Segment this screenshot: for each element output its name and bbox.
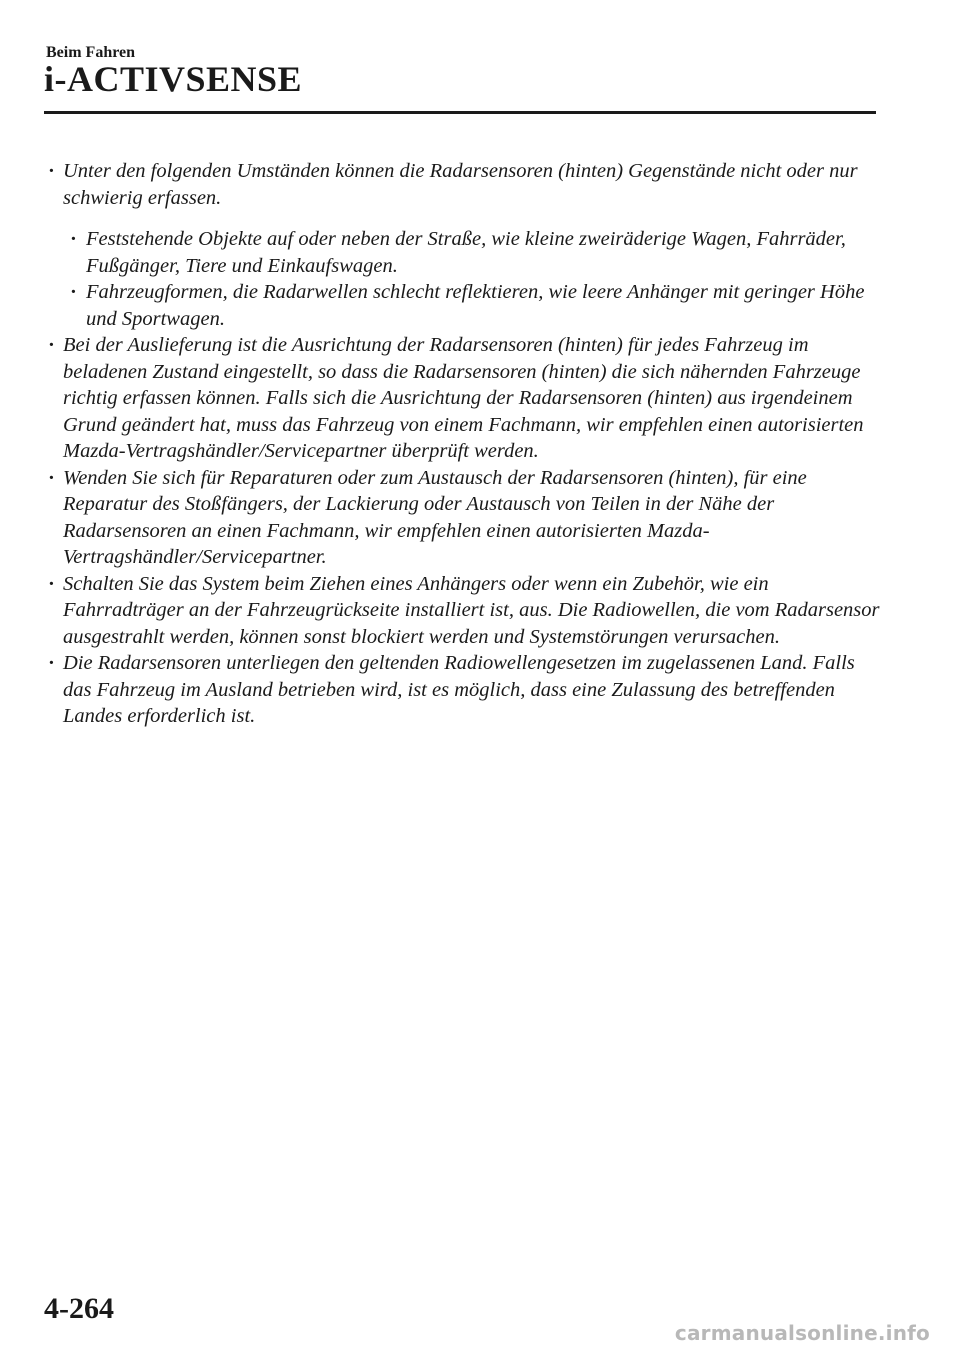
bullet-item: · Die Radarsensoren unterliegen den geltenden Radiowellengesetzen im zugelassenen Land. Falls das Fahrzeug im Ausland betrieben wird, ist es möglich, dass eine Zulassung des betreffenden Landes erforderlich ist. [48,650,880,730]
section-label: Beim Fahren [46,44,136,61]
sub-list [70,226,880,332]
watermark: carmanualsonline.info [674,1321,930,1345]
sub-bullet-item: · Feststehende Objekte auf oder neben der Straße, wie kleine zweiräderige Wagen, Fahrräder, Fußgänger, Tiere und Einkaufswagen. [70,226,880,279]
bullet-item: · Unter den folgenden Umständen können die Radarsensoren (hinten) Gegenstände nicht oder nur schwierig erfassen. [48,158,880,211]
page-title: i-ACTIVSENSE [44,59,303,99]
bullet-item: · Schalten Sie das System beim Ziehen eines Anhängers oder wenn ein Zubehör, wie ein Fahrradträger an der Fahrzeugrückseite installiert ist, aus. Die Radiowellen, die vom Radarsensor ausgestrahlt werden, können sonst blockiert werden und Systemstörungen verursachen. [48,571,880,651]
sub-bullet-item: · Fahrzeugformen, die Radarwellen schlecht reflektieren, wie leere Anhänger mit geringer Höhe und Sportwagen. [70,279,880,332]
bullet-item: · Wenden Sie sich für Reparaturen oder zum Austausch der Radarsensoren (hinten), für eine Reparatur des Stoßfängers, der Lackierung oder Austausch von Teilen in der Nähe der Radarsensoren an einen Fachmann, wir empfehlen einen autorisierten Mazda-Vertragshändler/Servicepartner. [48,465,880,571]
content [48,158,880,730]
bullet-item: · Bei der Auslieferung ist die Ausrichtung der Radarsensoren (hinten) für jedes Fahrzeug im beladenen Zustand eingestellt, so dass die Radarsensoren (hinten) die sich nähernden Fahrzeuge richtig erfassen können. Falls sich die Ausrichtung der Radarsensoren (hinten) aus irgendeinem Grund geändert hat, muss das Fahrzeug von einem Fachmann, wir empfehlen einen autorisierten Mazda-Vertragshändler/Servicepartner überprüft werden. [48,332,880,465]
page-number: 4-264 [44,1292,114,1325]
title-divider [44,111,876,114]
